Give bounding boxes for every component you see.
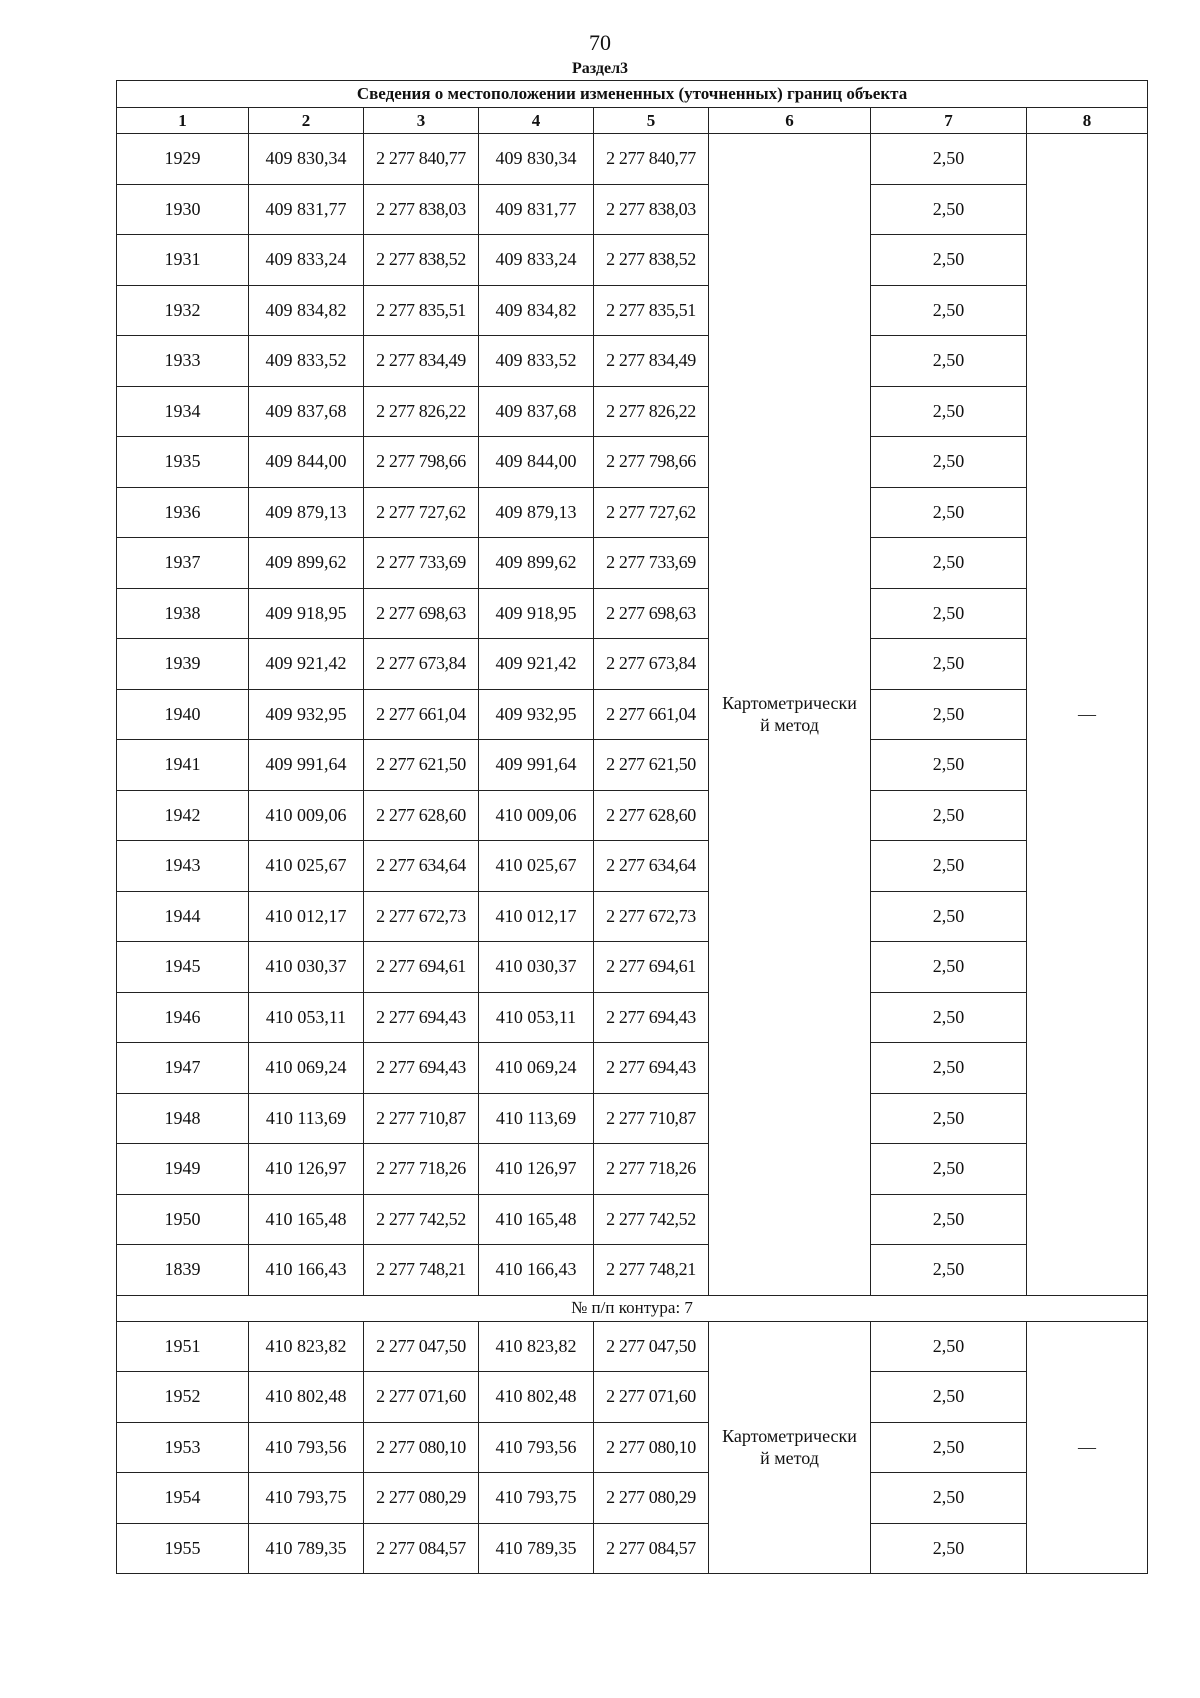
point-number: 1938 — [117, 588, 249, 639]
x-coordinate: 410 823,82 — [249, 1321, 364, 1372]
column-number-4: 4 — [479, 108, 594, 134]
x-coordinate: 410 166,43 — [249, 1245, 364, 1296]
table-title: Сведения о местоположении измененных (уточненных) границ объекта — [117, 81, 1148, 108]
x-coordinate: 410 053,11 — [249, 992, 364, 1043]
point-number: 1953 — [117, 1422, 249, 1473]
table-row — [117, 1523, 1148, 1574]
table-row — [117, 1144, 1148, 1195]
table-row — [117, 336, 1148, 387]
method-cell: Картометрически й метод — [709, 1321, 871, 1574]
x-coordinate: 410 113,69 — [249, 1093, 364, 1144]
x-coordinate: 410 012,17 — [249, 891, 364, 942]
y-coordinate-new: 2 277 835,51 — [594, 285, 709, 336]
accuracy-value: 2,50 — [871, 437, 1027, 488]
column-number-8: 8 — [1027, 108, 1148, 134]
x-coordinate: 410 126,97 — [249, 1144, 364, 1195]
column-number-6: 6 — [709, 108, 871, 134]
point-number: 1947 — [117, 1043, 249, 1094]
y-coordinate: 2 277 835,51 — [364, 285, 479, 336]
table-row — [117, 1043, 1148, 1094]
y-coordinate: 2 277 733,69 — [364, 538, 479, 589]
table-row — [117, 285, 1148, 336]
x-coordinate: 409 918,95 — [249, 588, 364, 639]
point-number: 1930 — [117, 184, 249, 235]
x-coordinate: 410 789,35 — [249, 1523, 364, 1574]
accuracy-value: 2,50 — [871, 689, 1027, 740]
coordinates-table — [116, 80, 1148, 1574]
x-coordinate-new: 409 991,64 — [479, 740, 594, 791]
y-coordinate: 2 277 672,73 — [364, 891, 479, 942]
point-number: 1936 — [117, 487, 249, 538]
point-number: 1933 — [117, 336, 249, 387]
y-coordinate-new: 2 277 733,69 — [594, 538, 709, 589]
x-coordinate: 409 831,77 — [249, 184, 364, 235]
point-number: 1951 — [117, 1321, 249, 1372]
table-row — [117, 992, 1148, 1043]
x-coordinate: 409 921,42 — [249, 639, 364, 690]
point-number: 1934 — [117, 386, 249, 437]
point-number: 1952 — [117, 1372, 249, 1423]
x-coordinate: 410 793,56 — [249, 1422, 364, 1473]
x-coordinate-new: 410 793,56 — [479, 1422, 594, 1473]
x-coordinate-new: 410 113,69 — [479, 1093, 594, 1144]
accuracy-value: 2,50 — [871, 134, 1027, 185]
point-number: 1940 — [117, 689, 249, 740]
y-coordinate: 2 277 694,61 — [364, 942, 479, 993]
accuracy-value: 2,50 — [871, 235, 1027, 286]
point-number: 1941 — [117, 740, 249, 791]
table-row — [117, 790, 1148, 841]
table-row — [117, 437, 1148, 488]
x-coordinate: 409 991,64 — [249, 740, 364, 791]
y-coordinate-new: 2 277 080,10 — [594, 1422, 709, 1473]
table-row — [117, 134, 1148, 185]
accuracy-value: 2,50 — [871, 1043, 1027, 1094]
point-number: 1954 — [117, 1473, 249, 1524]
x-coordinate-new: 410 789,35 — [479, 1523, 594, 1574]
accuracy-value: 2,50 — [871, 1321, 1027, 1372]
accuracy-value: 2,50 — [871, 487, 1027, 538]
y-coordinate: 2 277 698,63 — [364, 588, 479, 639]
accuracy-value: 2,50 — [871, 538, 1027, 589]
x-coordinate: 409 932,95 — [249, 689, 364, 740]
table-row — [117, 1422, 1148, 1473]
column-8-dash: — — [1027, 1321, 1148, 1574]
x-coordinate-new: 409 879,13 — [479, 487, 594, 538]
y-coordinate: 2 277 047,50 — [364, 1321, 479, 1372]
point-number: 1950 — [117, 1194, 249, 1245]
y-coordinate-new: 2 277 084,57 — [594, 1523, 709, 1574]
accuracy-value: 2,50 — [871, 790, 1027, 841]
y-coordinate: 2 277 798,66 — [364, 437, 479, 488]
y-coordinate: 2 277 718,26 — [364, 1144, 479, 1195]
x-coordinate-new: 410 009,06 — [479, 790, 594, 841]
y-coordinate-new: 2 277 694,61 — [594, 942, 709, 993]
y-coordinate-new: 2 277 748,21 — [594, 1245, 709, 1296]
point-number: 1945 — [117, 942, 249, 993]
x-coordinate-new: 410 069,24 — [479, 1043, 594, 1094]
y-coordinate-new: 2 277 661,04 — [594, 689, 709, 740]
y-coordinate-new: 2 277 621,50 — [594, 740, 709, 791]
x-coordinate: 410 025,67 — [249, 841, 364, 892]
table-row — [117, 942, 1148, 993]
y-coordinate-new: 2 277 628,60 — [594, 790, 709, 841]
x-coordinate-new: 410 823,82 — [479, 1321, 594, 1372]
y-coordinate: 2 277 710,87 — [364, 1093, 479, 1144]
y-coordinate: 2 277 080,10 — [364, 1422, 479, 1473]
y-coordinate: 2 277 834,49 — [364, 336, 479, 387]
point-number: 1935 — [117, 437, 249, 488]
point-number: 1943 — [117, 841, 249, 892]
y-coordinate: 2 277 071,60 — [364, 1372, 479, 1423]
x-coordinate: 409 837,68 — [249, 386, 364, 437]
method-cell: Картометрически й метод — [709, 134, 871, 1296]
y-coordinate: 2 277 838,52 — [364, 235, 479, 286]
table-row — [117, 386, 1148, 437]
x-coordinate-new: 409 899,62 — [479, 538, 594, 589]
table-row — [117, 689, 1148, 740]
column-number-2: 2 — [249, 108, 364, 134]
section-label: Раздел3 — [571, 60, 629, 77]
table-row — [117, 891, 1148, 942]
y-coordinate-new: 2 277 826,22 — [594, 386, 709, 437]
y-coordinate-new: 2 277 698,63 — [594, 588, 709, 639]
table-row — [117, 1245, 1148, 1296]
table-row — [117, 1093, 1148, 1144]
y-coordinate-new: 2 277 694,43 — [594, 992, 709, 1043]
x-coordinate-new: 410 012,17 — [479, 891, 594, 942]
y-coordinate: 2 277 694,43 — [364, 992, 479, 1043]
y-coordinate-new: 2 277 718,26 — [594, 1144, 709, 1195]
x-coordinate: 410 069,24 — [249, 1043, 364, 1094]
point-number: 1949 — [117, 1144, 249, 1195]
y-coordinate-new: 2 277 673,84 — [594, 639, 709, 690]
accuracy-value: 2,50 — [871, 740, 1027, 791]
accuracy-value: 2,50 — [871, 386, 1027, 437]
y-coordinate: 2 277 628,60 — [364, 790, 479, 841]
table-row — [117, 740, 1148, 791]
x-coordinate: 409 879,13 — [249, 487, 364, 538]
x-coordinate-new: 409 834,82 — [479, 285, 594, 336]
x-coordinate-new: 410 165,48 — [479, 1194, 594, 1245]
table-row — [117, 1194, 1148, 1245]
column-8-dash: — — [1027, 134, 1148, 1296]
y-coordinate: 2 277 838,03 — [364, 184, 479, 235]
accuracy-value: 2,50 — [871, 1245, 1027, 1296]
x-coordinate-new: 410 126,97 — [479, 1144, 594, 1195]
contour-label: № п/п контура: 7 — [117, 1295, 1148, 1321]
table-row — [117, 538, 1148, 589]
x-coordinate: 409 833,52 — [249, 336, 364, 387]
x-coordinate: 410 009,06 — [249, 790, 364, 841]
table-row — [117, 841, 1148, 892]
table-row — [117, 588, 1148, 639]
accuracy-value: 2,50 — [871, 841, 1027, 892]
table-body — [117, 134, 1148, 1574]
accuracy-value: 2,50 — [871, 891, 1027, 942]
x-coordinate: 409 834,82 — [249, 285, 364, 336]
y-coordinate: 2 277 840,77 — [364, 134, 479, 185]
y-coordinate-new: 2 277 742,52 — [594, 1194, 709, 1245]
x-coordinate: 409 844,00 — [249, 437, 364, 488]
table-row — [117, 1372, 1148, 1423]
y-coordinate-new: 2 277 710,87 — [594, 1093, 709, 1144]
y-coordinate-new: 2 277 080,29 — [594, 1473, 709, 1524]
table-row — [117, 1473, 1148, 1524]
y-coordinate: 2 277 621,50 — [364, 740, 479, 791]
x-coordinate-new: 409 918,95 — [479, 588, 594, 639]
y-coordinate-new: 2 277 840,77 — [594, 134, 709, 185]
accuracy-value: 2,50 — [871, 1372, 1027, 1423]
y-coordinate-new: 2 277 838,52 — [594, 235, 709, 286]
column-number-1: 1 — [117, 108, 249, 134]
contour-row — [117, 1295, 1148, 1321]
x-coordinate: 409 833,24 — [249, 235, 364, 286]
point-number: 1944 — [117, 891, 249, 942]
accuracy-value: 2,50 — [871, 1523, 1027, 1574]
x-coordinate: 410 802,48 — [249, 1372, 364, 1423]
y-coordinate-new: 2 277 672,73 — [594, 891, 709, 942]
x-coordinate-new: 410 053,11 — [479, 992, 594, 1043]
x-coordinate-new: 409 921,42 — [479, 639, 594, 690]
point-number: 1937 — [117, 538, 249, 589]
y-coordinate: 2 277 673,84 — [364, 639, 479, 690]
point-number: 1955 — [117, 1523, 249, 1574]
x-coordinate-new: 409 833,24 — [479, 235, 594, 286]
y-coordinate-new: 2 277 838,03 — [594, 184, 709, 235]
accuracy-value: 2,50 — [871, 1473, 1027, 1524]
y-coordinate: 2 277 727,62 — [364, 487, 479, 538]
x-coordinate-new: 410 802,48 — [479, 1372, 594, 1423]
accuracy-value: 2,50 — [871, 942, 1027, 993]
y-coordinate: 2 277 748,21 — [364, 1245, 479, 1296]
page-number: 70 — [589, 30, 611, 55]
accuracy-value: 2,50 — [871, 992, 1027, 1043]
y-coordinate: 2 277 080,29 — [364, 1473, 479, 1524]
table-row — [117, 1321, 1148, 1372]
accuracy-value: 2,50 — [871, 639, 1027, 690]
y-coordinate: 2 277 694,43 — [364, 1043, 479, 1094]
y-coordinate: 2 277 826,22 — [364, 386, 479, 437]
x-coordinate-new: 410 030,37 — [479, 942, 594, 993]
accuracy-value: 2,50 — [871, 588, 1027, 639]
x-coordinate-new: 409 833,52 — [479, 336, 594, 387]
x-coordinate: 410 165,48 — [249, 1194, 364, 1245]
x-coordinate-new: 409 932,95 — [479, 689, 594, 740]
accuracy-value: 2,50 — [871, 1093, 1027, 1144]
point-number: 1932 — [117, 285, 249, 336]
table-row — [117, 487, 1148, 538]
accuracy-value: 2,50 — [871, 1144, 1027, 1195]
accuracy-value: 2,50 — [871, 285, 1027, 336]
column-number-3: 3 — [364, 108, 479, 134]
x-coordinate: 409 899,62 — [249, 538, 364, 589]
x-coordinate-new: 409 831,77 — [479, 184, 594, 235]
x-coordinate-new: 409 844,00 — [479, 437, 594, 488]
column-number-5: 5 — [594, 108, 709, 134]
accuracy-value: 2,50 — [871, 1422, 1027, 1473]
accuracy-value: 2,50 — [871, 336, 1027, 387]
y-coordinate: 2 277 634,64 — [364, 841, 479, 892]
x-coordinate: 410 793,75 — [249, 1473, 364, 1524]
x-coordinate: 410 030,37 — [249, 942, 364, 993]
x-coordinate: 409 830,34 — [249, 134, 364, 185]
x-coordinate-new: 410 166,43 — [479, 1245, 594, 1296]
y-coordinate-new: 2 277 071,60 — [594, 1372, 709, 1423]
point-number: 1946 — [117, 992, 249, 1043]
table-row — [117, 184, 1148, 235]
y-coordinate-new: 2 277 834,49 — [594, 336, 709, 387]
table-row — [117, 235, 1148, 286]
y-coordinate-new: 2 277 694,43 — [594, 1043, 709, 1094]
accuracy-value: 2,50 — [871, 1194, 1027, 1245]
y-coordinate-new: 2 277 798,66 — [594, 437, 709, 488]
y-coordinate-new: 2 277 047,50 — [594, 1321, 709, 1372]
x-coordinate-new: 409 830,34 — [479, 134, 594, 185]
y-coordinate: 2 277 661,04 — [364, 689, 479, 740]
x-coordinate-new: 410 025,67 — [479, 841, 594, 892]
column-number-row — [117, 108, 1148, 134]
point-number: 1839 — [117, 1245, 249, 1296]
point-number: 1939 — [117, 639, 249, 690]
point-number: 1931 — [117, 235, 249, 286]
column-number-7: 7 — [871, 108, 1027, 134]
y-coordinate: 2 277 742,52 — [364, 1194, 479, 1245]
y-coordinate-new: 2 277 727,62 — [594, 487, 709, 538]
accuracy-value: 2,50 — [871, 184, 1027, 235]
point-number: 1942 — [117, 790, 249, 841]
y-coordinate: 2 277 084,57 — [364, 1523, 479, 1574]
x-coordinate-new: 409 837,68 — [479, 386, 594, 437]
point-number: 1929 — [117, 134, 249, 185]
table-row — [117, 639, 1148, 690]
point-number: 1948 — [117, 1093, 249, 1144]
y-coordinate-new: 2 277 634,64 — [594, 841, 709, 892]
x-coordinate-new: 410 793,75 — [479, 1473, 594, 1524]
